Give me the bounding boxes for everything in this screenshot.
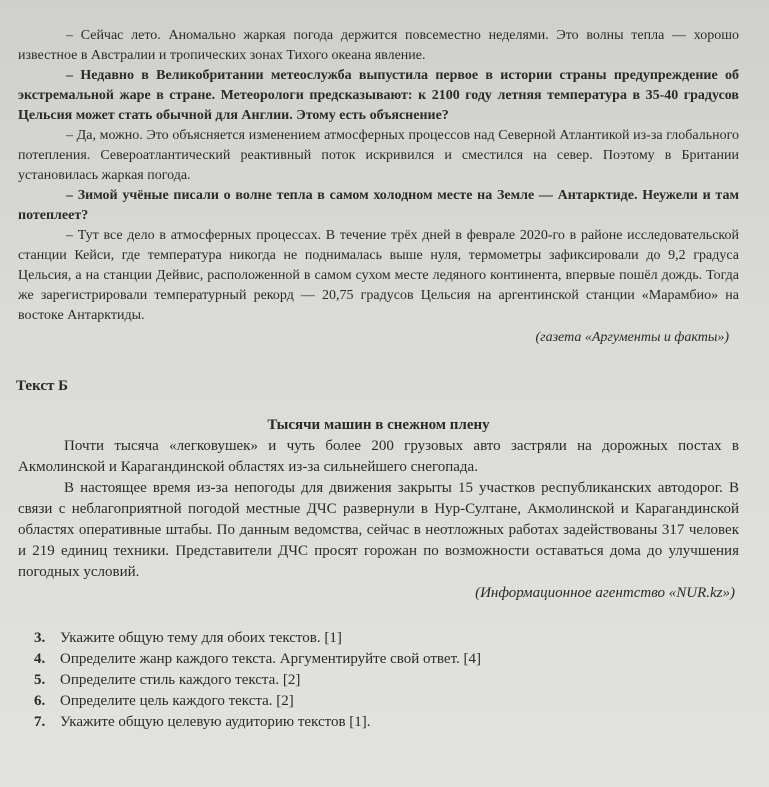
task-number: 6. bbox=[34, 693, 46, 709]
task-text: Определите цель каждого текста. [2] bbox=[60, 693, 294, 709]
text-b-heading: Текст Б bbox=[16, 378, 69, 394]
text-b bbox=[18, 378, 739, 604]
task-number: 7. bbox=[34, 714, 46, 730]
text-a-question-1: – Недавно в Великобритании метеослужба выпустила первое в истории страны предупреждение об экстремальной жаре в стране. Метеорологи предсказывают: к 2100 году летняя температура в 35-40 градусов Цельсия может стать обычной для Англии. Этому есть объяснение? bbox=[18, 68, 739, 123]
text-b-paragraph-1: Почти тысяча «легковушек» и чуть более 200 грузовых авто застряли на дорожных постах в Акмолинской и Карагандинской областях из-за сильнейшего снегопада. bbox=[18, 438, 739, 475]
task-text: Укажите общую целевую аудиторию текстов [1]. bbox=[60, 714, 371, 730]
task-item bbox=[34, 691, 739, 712]
text-a-paragraph-1: – Сейчас лето. Аномально жаркая погода держится повсеместно неделями. Это волны тепла — хорошо известное в Австралии и тропических зонах Тихого океана явление. bbox=[18, 28, 739, 63]
task-item bbox=[34, 712, 739, 733]
task-item bbox=[34, 649, 739, 670]
text-a-paragraph-3: – Тут все дело в атмосферных процессах. В течение трёх дней в феврале 2020-го в районе исследовательской станции Кейси, где температура никогда не поднималась выше нуля, термометры зафиксировали до 9,2 градуса Цельсия, а на станции Дейвис, расположенной в самом сухом месте ледяного континента, впервые пошёл дождь. Тогда же зарегистрировали температурный рекорд — 20,75 градусов Цельсия на аргентинской станции «Марамбио» на востоке Антарктиды. bbox=[18, 228, 739, 323]
task-number: 4. bbox=[34, 651, 46, 667]
task-item bbox=[34, 628, 739, 649]
text-b-paragraph-2: В настоящее время из-за непогоды для движения закрыты 15 участков республиканских автодорог. В связи с неблагоприятной погодой местные ДЧС развернули в Нур-Султане, Акмолинской и Карагандинской областях оперативные штабы. По данным ведомства, сейчас в неотложных работах задействованы 317 человек и 219 единиц техники. Представители ДЧС просят горожан по возможности оставаться дома до улучшения погодных условий. bbox=[18, 480, 739, 580]
text-a bbox=[18, 26, 739, 348]
task-text: Определите жанр каждого текста. Аргументируйте свой ответ. [4] bbox=[60, 651, 481, 667]
text-a-paragraph-2: – Да, можно. Это объясняется изменением атмосферных процессов над Северной Атлантикой из-за глобального потепления. Североатлантический реактивный поток искривился и сместился на север. Поэтому в Британии установилась жаркая погода. bbox=[18, 128, 739, 183]
task-item bbox=[34, 670, 739, 691]
text-b-title: Тысячи машин в снежном плену bbox=[267, 417, 490, 433]
task-text: Определите стиль каждого текста. [2] bbox=[60, 672, 301, 688]
text-a-source: (газета «Аргументы и факты») bbox=[535, 330, 729, 345]
task-number: 3. bbox=[34, 630, 46, 646]
task-list bbox=[18, 628, 739, 733]
task-number: 5. bbox=[34, 672, 46, 688]
text-b-source: (Информационное агентство «NUR.kz») bbox=[475, 585, 735, 601]
text-a-question-2: – Зимой учёные писали о волне тепла в самом холодном месте на Земле — Антарктиде. Неужели и там потеплеет? bbox=[18, 188, 739, 223]
task-text: Укажите общую тему для обоих текстов. [1] bbox=[60, 630, 342, 646]
